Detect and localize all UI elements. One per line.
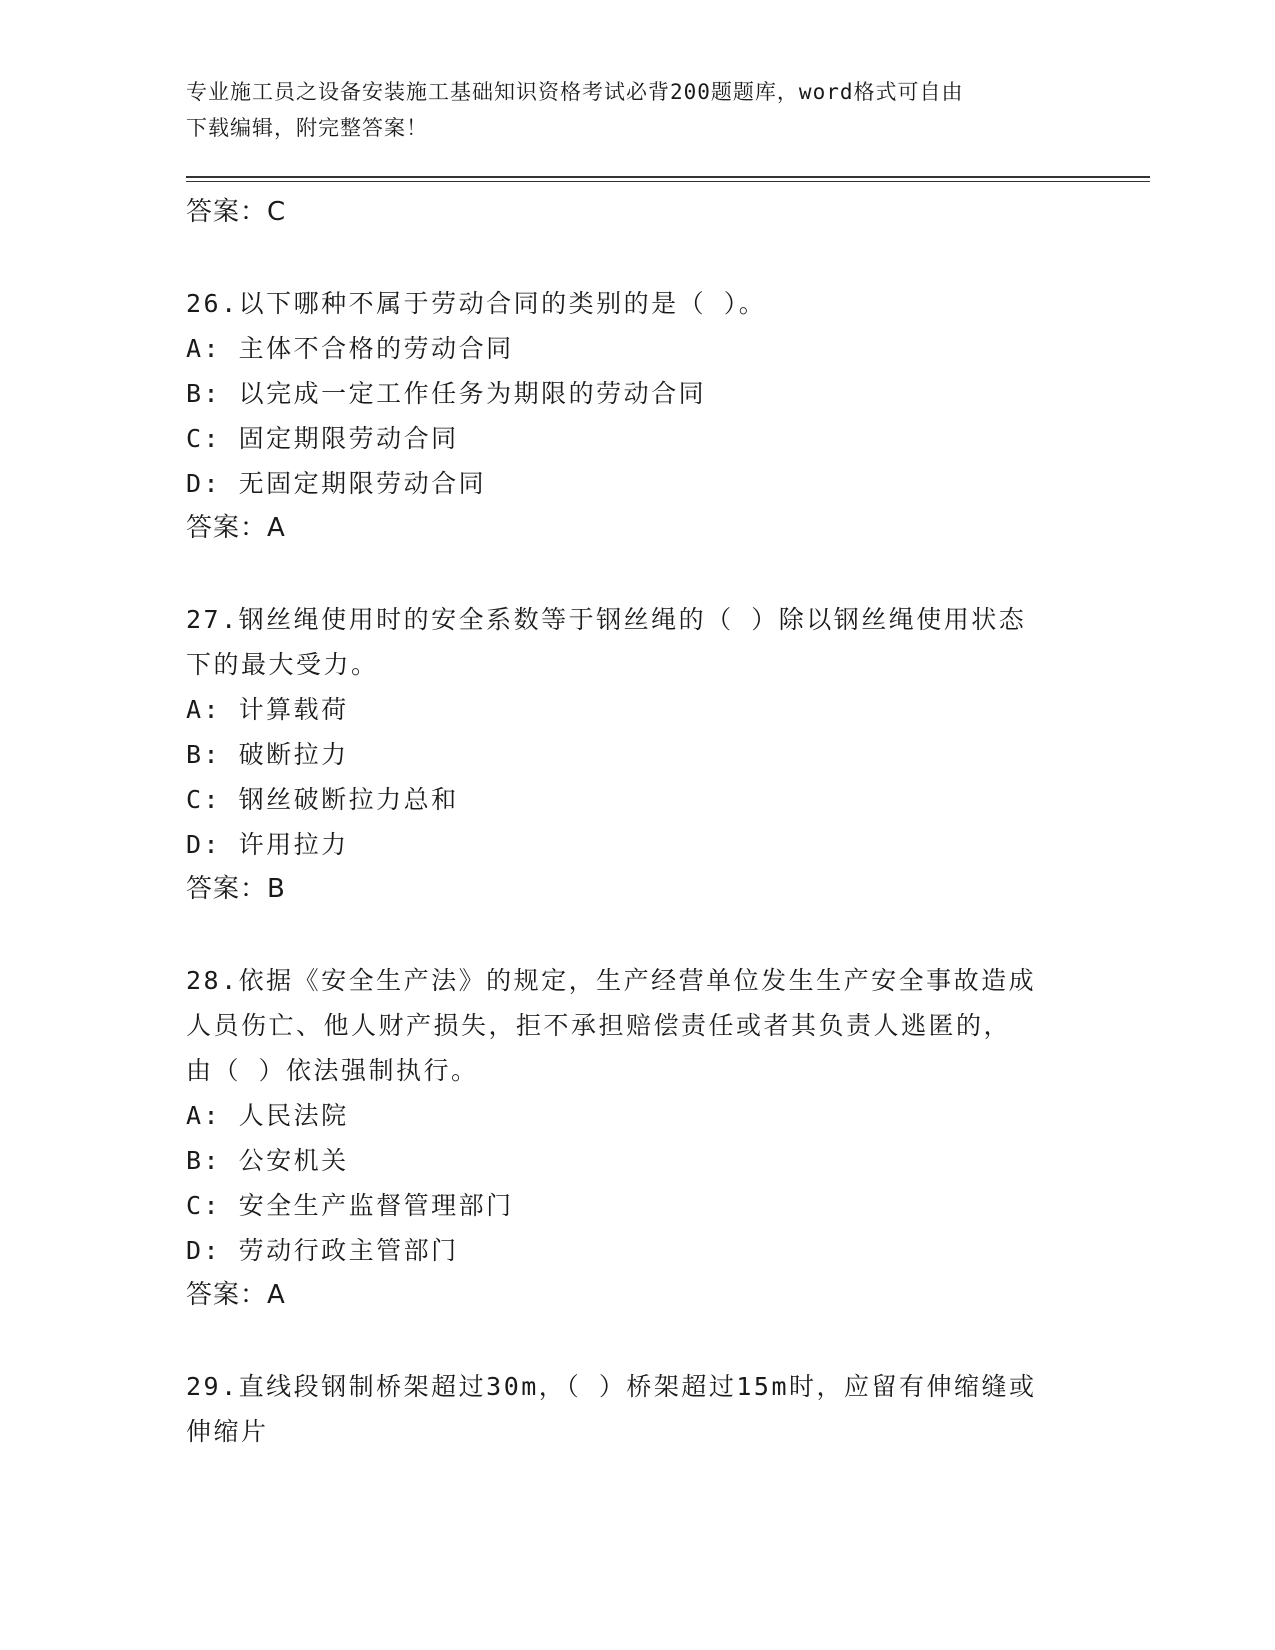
option-b: B: 破断拉力 xyxy=(186,740,349,769)
document-header xyxy=(186,74,1066,146)
spacer xyxy=(186,235,1086,281)
option-a: A: 计算载荷 xyxy=(186,695,349,724)
option-c: C: 固定期限劳动合同 xyxy=(186,424,459,453)
spacer xyxy=(186,551,1086,597)
option-a: A: 主体不合格的劳动合同 xyxy=(186,334,514,363)
header-divider-thick xyxy=(186,176,1150,178)
option-a: A: 人民法院 xyxy=(186,1101,349,1130)
question-28 xyxy=(186,958,1086,1318)
header-divider-thin xyxy=(186,181,1150,182)
question-stem: 29.直线段钢制桥架超过30m，（ ）桥架超过15m时，应留有伸缩缝或 xyxy=(186,1372,1037,1401)
option-d: D: 无固定期限劳动合同 xyxy=(186,469,487,498)
question-stem: 26.以下哪种不属于劳动合同的类别的是（ ）。 xyxy=(186,289,767,318)
answer: 答案：B xyxy=(186,874,286,904)
option-d: D: 许用拉力 xyxy=(186,830,349,859)
answer: 答案：A xyxy=(186,513,286,543)
option-b: B: 公安机关 xyxy=(186,1146,349,1175)
option-b: B: 以完成一定工作任务为期限的劳动合同 xyxy=(186,379,707,408)
question-stem: 27.钢丝绳使用时的安全系数等于钢丝绳的（ ）除以钢丝绳使用状态 xyxy=(186,605,1027,634)
answer: 答案：A xyxy=(186,1280,286,1310)
question-27 xyxy=(186,597,1086,912)
question-list xyxy=(186,190,1086,1454)
question-26 xyxy=(186,281,1086,551)
question-29 xyxy=(186,1364,1086,1454)
previous-answer: 答案：C xyxy=(186,197,287,227)
option-c: C: 安全生产监督管理部门 xyxy=(186,1191,514,1220)
question-stem-continued: 由（ ）依法强制执行。 xyxy=(186,1056,479,1085)
question-stem-continued: 人员伤亡、他人财产损失，拒不承担赔偿责任或者其负责人逃匿的， xyxy=(186,1011,1012,1040)
option-c: C: 钢丝破断拉力总和 xyxy=(186,785,459,814)
header-line-2: 下载编辑，附完整答案！ xyxy=(186,116,428,140)
spacer xyxy=(186,912,1086,958)
question-stem: 28.依据《安全生产法》的规定，生产经营单位发生生产安全事故造成 xyxy=(186,966,1037,995)
header-line-1: 专业施工员之设备安装施工基础知识资格考试必背200题题库，word格式可自由 xyxy=(186,80,964,104)
option-d: D: 劳动行政主管部门 xyxy=(186,1236,459,1265)
question-stem-continued: 伸缩片 xyxy=(186,1417,269,1446)
spacer xyxy=(186,1318,1086,1364)
question-stem-continued: 下的最大受力。 xyxy=(186,650,379,679)
